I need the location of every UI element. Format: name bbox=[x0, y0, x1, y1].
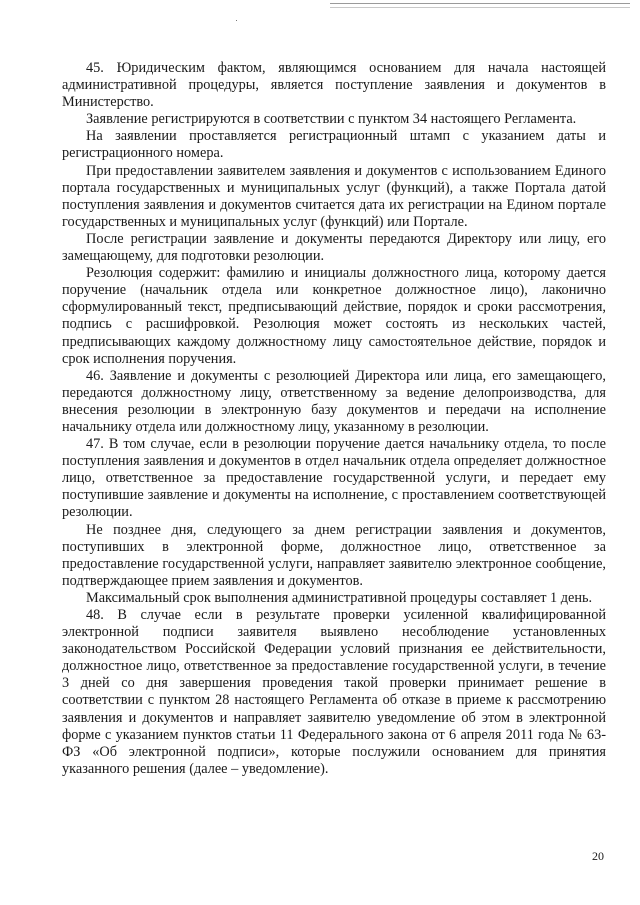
paragraph-48-signature-check: 48. В случае если в результате проверки усиленной квалифицированной электронной подписи заявителя выявлено несоблюдение установленных законодательством Российской Федерации условий признания ее действительности, должностное лицо, ответственное за предоставление государственной услуги, в течение 3 дней со дня завершения проведения такой проверки принимает решение в соответствии с пунктом 28 настоящего Регламента об отказе в приеме к рассмотрению заявления и документов и направляет заявителю уведомление об этом в электронной форме с указанием пунктов статьи 11 Федерального закона от 6 апреля 2011 года № 63-ФЗ «Об электронной подписи», которые послужили основанием для принятия указанного решения (далее – уведомление). bbox=[62, 607, 606, 777]
scan-edge-line-secondary bbox=[330, 7, 630, 8]
document-body bbox=[62, 60, 606, 778]
paragraph-portal-submission: При предоставлении заявителем заявления и документов с использованием Единого портала государственных и муниципальных услуг (функций), а также Портала датой поступления заявления и документов считается дата их регистрации на Едином портале государственных и муниципальных услуг (функций) или Портале. bbox=[62, 162, 606, 230]
paragraph-max-duration: Максимальный срок выполнения административной процедуры составляет 1 день. bbox=[86, 589, 593, 606]
paragraph-45-legal-fact: 45. Юридическим фактом, являющимся основанием для начала настоящей административной процедуры, является поступление заявления и документов в Министерство. bbox=[62, 60, 606, 111]
page-number: 20 bbox=[592, 849, 604, 863]
scan-speck bbox=[236, 20, 237, 21]
paragraph-electronic-confirmation: Не позднее дня, следующего за днем регистрации заявления и документов, поступивших в электронной форме, должностное лицо, ответственное за предоставление государственной услуги, направляет заявителю электронное сообщение, подтверждающее прием заявления и документов. bbox=[62, 521, 606, 589]
paragraph-resolution-contents: Резолюция содержит: фамилию и инициалы должностного лица, которому дается поручение (начальник отдела или конкретное должностное лицо), лаконично сформулированный текст, предписывающий действие, порядок и сроки рассмотрения, подпись с расшифровкой. Резолюция может состоять из нескольких частей, предписывающих каждому должностному лицу самостоятельное действие, порядок и срок исполнения поручения. bbox=[62, 265, 606, 367]
paragraph-registration: Заявление регистрируются в соответствии с пунктом 34 настоящего Регламента. bbox=[86, 111, 577, 128]
scan-edge-line bbox=[330, 3, 630, 4]
paragraph-46-records-officer: 46. Заявление и документы с резолюцией Директора или лица, его замещающего, передаются должностному лицу, ответственному за ведение делопроизводства, для внесения резолюции в электронную базу документов и передачи на исполнение начальнику отдела или должностному лицу, указанному в резолюции. bbox=[62, 367, 606, 435]
paragraph-47-department-head: 47. В том случае, если в резолюции поручение дается начальнику отдела, то после поступления заявления и документов в отдел начальник отдела определяет должностное лицо, ответственное за предоставление государственной услуги, и передает ему поступившие заявление и документы на исполнение, с проставлением соответствующей резолюции. bbox=[62, 436, 606, 521]
paragraph-registration-stamp: На заявлении проставляется регистрационный штамп с указанием даты и регистрационного номера. bbox=[62, 128, 606, 162]
paragraph-transfer-to-director: После регистрации заявление и документы передаются Директору или лицу, его замещающему, для подготовки резолюции. bbox=[62, 230, 606, 265]
